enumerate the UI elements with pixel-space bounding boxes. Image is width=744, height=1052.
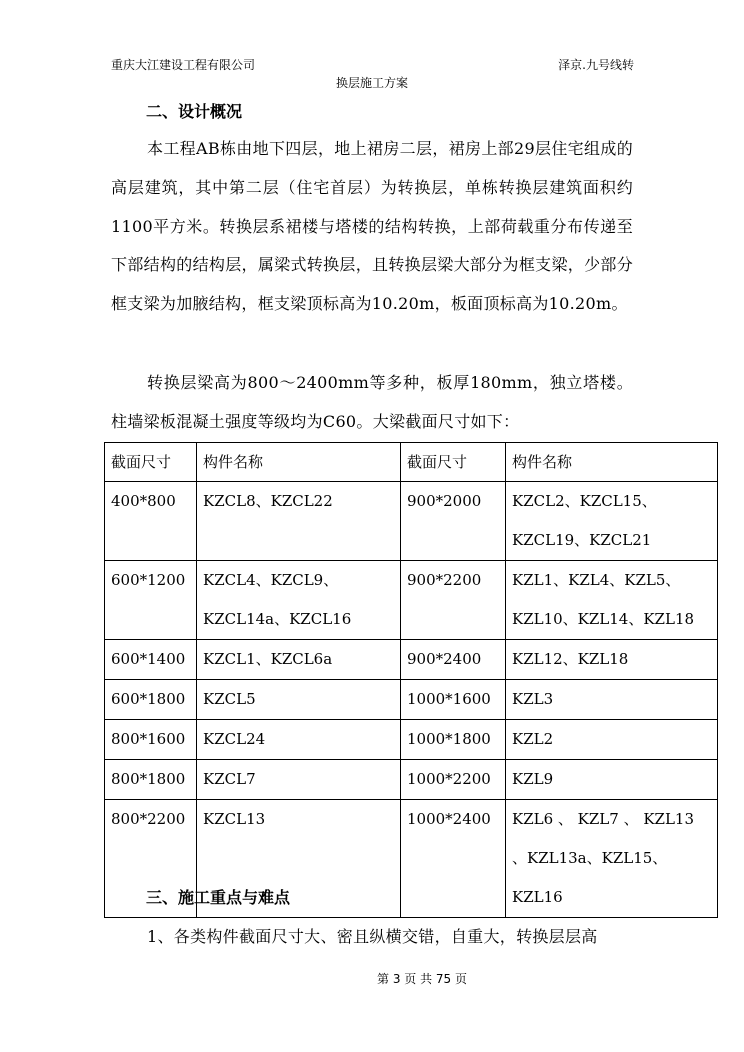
table-header-row bbox=[105, 443, 718, 482]
section2-heading: 二、设计概况 bbox=[146, 102, 243, 121]
table-cell: KZCL13 bbox=[197, 800, 401, 918]
table-cell: KZL6 、 KZL7 、 KZL13 、KZL13a、KZL15、KZL16 bbox=[506, 800, 718, 918]
table-cell: KZCL5 bbox=[197, 680, 401, 720]
table-cell: 600*1800 bbox=[105, 680, 197, 720]
table-cell: 800*1600 bbox=[105, 720, 197, 760]
table-cell: 800*2200 bbox=[105, 800, 197, 918]
table-row bbox=[105, 720, 718, 760]
table-row bbox=[105, 482, 718, 561]
table-header-cell: 截面尺寸 bbox=[401, 443, 506, 482]
table-row bbox=[105, 760, 718, 800]
table-cell: 1000*1600 bbox=[401, 680, 506, 720]
header-project: 泽京.九号线转 bbox=[558, 58, 634, 72]
header-doc-title: 换层施工方案 bbox=[335, 76, 408, 90]
table-cell: 1000*2400 bbox=[401, 800, 506, 918]
section3-heading: 三、施工重点与难点 bbox=[146, 888, 291, 907]
table-cell: 800*1800 bbox=[105, 760, 197, 800]
table-cell: KZCL8、KZCL22 bbox=[197, 482, 401, 561]
table-cell: KZCL4、KZCL9、KZCL14a、KZCL16 bbox=[197, 561, 401, 640]
table-cell: 900*2400 bbox=[401, 640, 506, 680]
table-cell: KZL12、KZL18 bbox=[506, 640, 718, 680]
table-cell: 900*2000 bbox=[401, 482, 506, 561]
table-cell: KZCL24 bbox=[197, 720, 401, 760]
table-cell: 1000*1800 bbox=[401, 720, 506, 760]
table-cell: KZL1、KZL4、KZL5、KZL10、KZL14、KZL18 bbox=[506, 561, 718, 640]
table-header-cell: 构件名称 bbox=[197, 443, 401, 482]
table-cell: 400*800 bbox=[105, 482, 197, 561]
section2-para1: 本工程AB栋由地下四层，地上裙房二层，裙房上部29层住宅组成的高层建筑，其中第二层（住宅首层）为转换层，单栋转换层建筑面积约1100平方米。转换层系裙楼与塔楼的结构转换，上部荷载重分布传递至下部结构的结构层，属梁式转换层，且转换层梁大部分为框支梁，少部分框支梁为加腋结构，框支梁顶标高为10.20m，板面顶标高为10.20m。 bbox=[111, 139, 633, 314]
table-cell: 600*1200 bbox=[105, 561, 197, 640]
section3-item1: 1、各类构件截面尺寸大、密且纵横交错，自重大，转换层层高 bbox=[147, 927, 598, 946]
table-cell: KZCL7 bbox=[197, 760, 401, 800]
table-row bbox=[105, 680, 718, 720]
section2-para2: 转换层梁高为800～2400mm等多种，板厚180mm，独立塔楼。柱墙梁板混凝土强度等级均为C60。大梁截面尺寸如下： bbox=[111, 373, 633, 431]
table-cell: KZCL1、KZCL6a bbox=[197, 640, 401, 680]
table-header-cell: 构件名称 bbox=[506, 443, 718, 482]
table-header-cell: 截面尺寸 bbox=[105, 443, 197, 482]
table-cell: KZL9 bbox=[506, 760, 718, 800]
table-cell: 1000*2200 bbox=[401, 760, 506, 800]
table-cell: 600*1400 bbox=[105, 640, 197, 680]
table-cell: KZL3 bbox=[506, 680, 718, 720]
table-row bbox=[105, 640, 718, 680]
page-number: 第 3 页 共 75 页 bbox=[377, 972, 467, 986]
beam-section-table bbox=[104, 442, 718, 918]
table-row bbox=[105, 561, 718, 640]
table-cell: 900*2200 bbox=[401, 561, 506, 640]
table-cell: KZCL2、KZCL15、KZCL19、KZCL21 bbox=[506, 482, 718, 561]
header-company: 重庆大江建设工程有限公司 bbox=[111, 58, 256, 72]
table-cell: KZL2 bbox=[506, 720, 718, 760]
